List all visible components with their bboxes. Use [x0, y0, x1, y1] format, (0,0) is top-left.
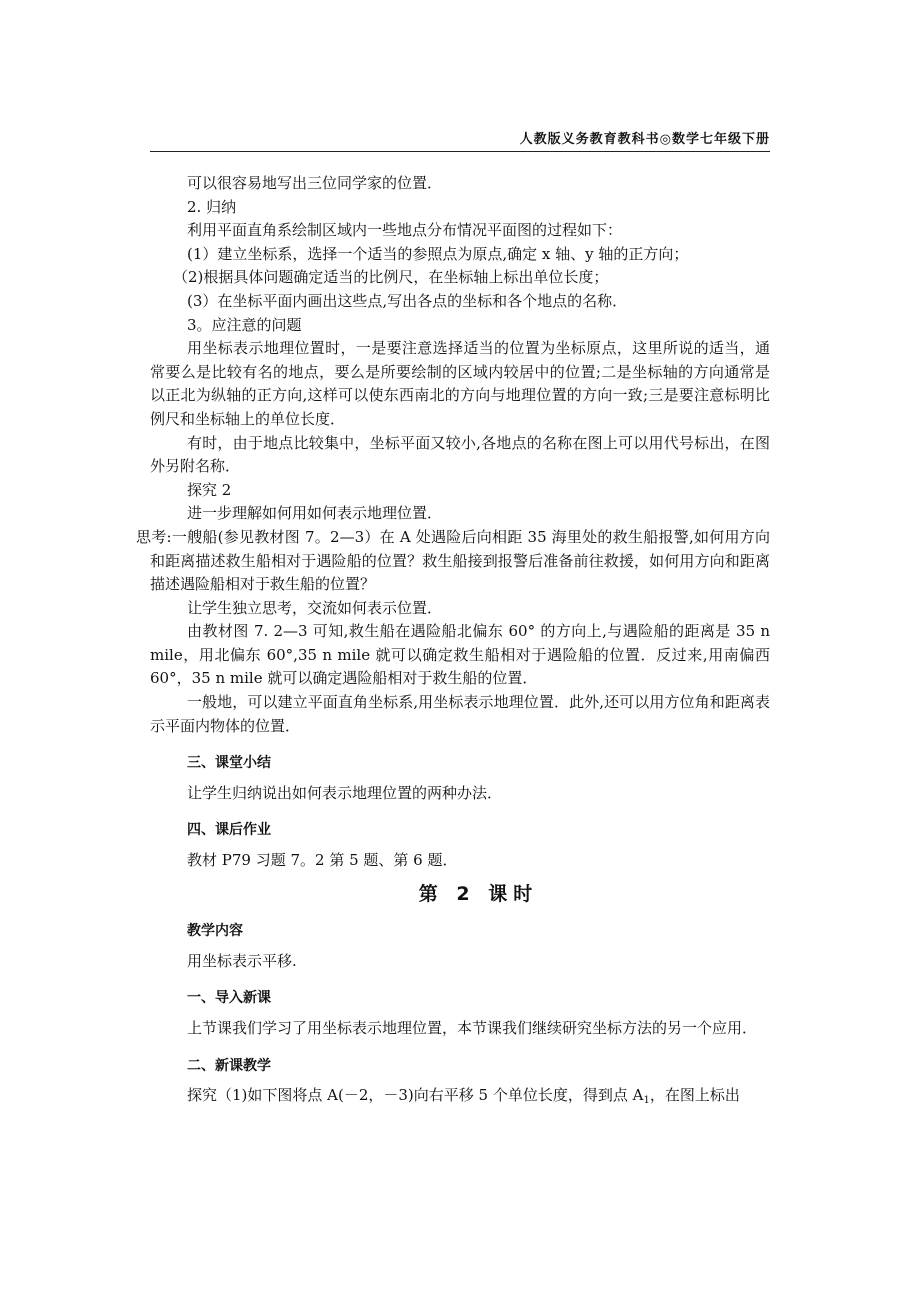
- page-content: [136, 172, 770, 1113]
- header-title: 人教版义务教育教科书◎数学七年级下册: [519, 132, 770, 147]
- lesson-title: 第 2 课时: [418, 882, 539, 905]
- paragraph: 教材 P79 习题 7。2 第 5 题、第 6 题．: [187, 851, 458, 870]
- section-subheading: 2. 归纳: [187, 197, 237, 216]
- paragraph: 用坐标表示平移.: [187, 951, 297, 970]
- paragraph: 利用平面直角系绘制区域内一些地点分布情况平面图的过程如下：: [187, 221, 623, 240]
- list-item: （2)根据具体问题确定适当的比例尺，在坐标轴上标出单位长度；: [173, 268, 609, 287]
- page-header: [150, 128, 770, 152]
- list-item: (3）在坐标平面内画出这些点,写出各点的坐标和各个地点的名称．: [187, 291, 628, 310]
- heading-new-lesson: 二、新课教学: [187, 1057, 271, 1074]
- section-subheading: 探究 2: [187, 480, 232, 499]
- heading-intro: 一、导入新课: [187, 990, 271, 1007]
- heading-content: 教学内容: [187, 923, 243, 940]
- heading-summary: 三、课堂小结: [187, 755, 271, 772]
- heading-homework: 四、课后作业: [187, 822, 271, 839]
- subscript: 1: [643, 1095, 650, 1107]
- paragraph: 可以很容易地写出三位同学家的位置．: [187, 174, 443, 192]
- section-subheading: 3。应注意的问题: [187, 315, 302, 334]
- paragraph: [187, 1084, 770, 1113]
- paragraph: 让学生独立思考，交流如何表示位置．: [187, 598, 443, 617]
- paragraph-text: 探究（1)如下图将点 A(－2，－3)向右平移 5 个单位长度，得到点 A: [187, 1086, 644, 1105]
- paragraph: 上节课我们学习了用坐标表示地理位置，本节课我们继续研究坐标方法的另一个应用．: [187, 1019, 758, 1037]
- paragraph: 一般地，可以建立平面直角坐标系,用坐标表示地理位置．此外,还可以用方位角和距离表示平面内物体的位置．: [150, 693, 770, 735]
- paragraph: 进一步理解如何用如何表示地理位置．: [187, 504, 443, 523]
- paragraph: 用坐标表示地理位置时，一是要注意选择适当的位置为坐标原点，这里所说的适当，通常要么是比较有名的地点，要么是所要绘制的区域内较居中的位置;二是坐标轴的方向通常是以正北为纵轴的正方向,这样可以使东西南北的方向与地理位置的方向一致;三是要注意标明比例尺和坐标轴上的单位长度．: [150, 339, 770, 428]
- list-item: (1）建立坐标系，选择一个适当的参照点为原点,确定 x 轴、y 轴的正方向；: [187, 244, 689, 263]
- paragraph-text: ，在图上标出: [649, 1086, 740, 1105]
- paragraph: 由教材图 7. 2—3 可知,救生船在遇险船北偏东 60° 的方向上,与遇险船的距离是 35 n mile，用北偏东 60°,35 n mile 就可以确定救生船相对于遇险船的位置．反过来,用南偏西 60°，35 n mile 就可以确定遇险船相对于救生船的位置．: [150, 622, 770, 688]
- paragraph: 有时，由于地点比较集中，坐标平面又较小,各地点的名称在图上可以用代号标出，在图外另附名称．: [150, 433, 770, 476]
- paragraph: 思考:一艘船(参见教材图 7。2—3）在 A 处遇险后向相距 35 海里处的救生船报警,如何用方向和距离描述救生船相对于遇险船的位置？救生船接到报警后准备前往救援，如何用方向和距离描述遇险船相对于救生船的位置？: [136, 527, 770, 594]
- paragraph: 让学生归纳说出如何表示地理位置的两种办法．: [187, 783, 503, 802]
